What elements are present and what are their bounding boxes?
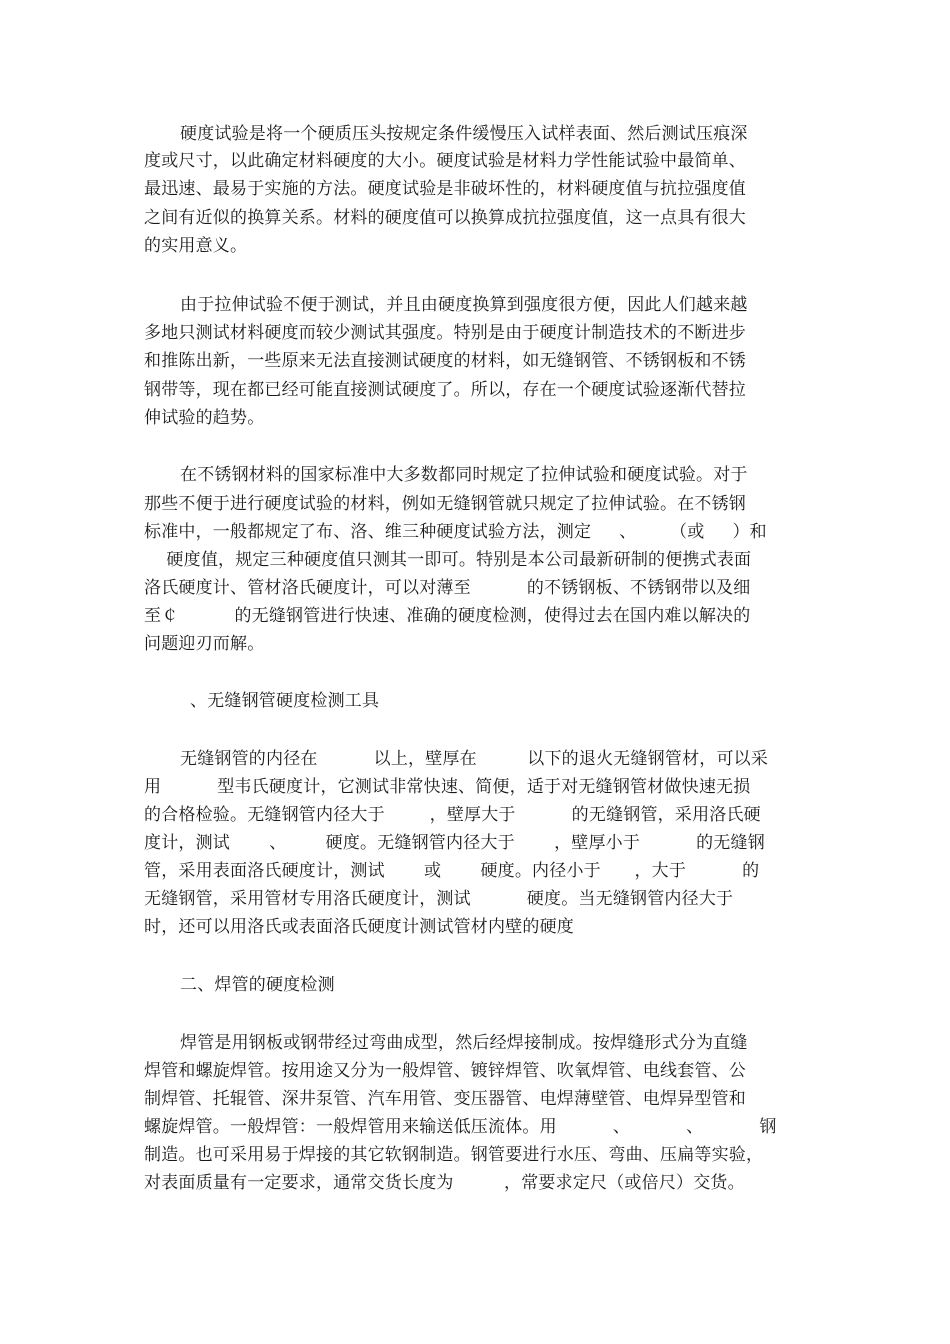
paragraph-4-line-1: 无缝钢管的内径在 以上，壁厚在 以下的退火无缝钢管材，可以采: [180, 749, 769, 769]
paragraph-4-line-5: 管，采用表面洛氏硬度计，测试 或 硬度。内径小于 ，大于 的: [144, 861, 760, 881]
paragraph-5-line-6: 对表面质量有一定要求，通常交货长度为 ，常要求定尺（或倍尺）交货。: [144, 1173, 745, 1193]
paragraph-5-line-2: 焊管和螺旋焊管。按用途又分为一般焊管、镀锌焊管、吹氧焊管、电线套管、公: [144, 1061, 746, 1081]
paragraph-4-line-7: 时，还可以用洛氏或表面洛氏硬度计测试管材内壁的硬度: [144, 917, 574, 937]
paragraph-3-line-5: 洛氏硬度计、管材洛氏硬度计，可以对薄至 的不锈钢板、不锈钢带以及细: [144, 578, 751, 598]
paragraph-2-line-3: 和推陈出新，一些原来无法直接测试硬度的材料，如无缝钢管、不锈钢板和不锈: [144, 351, 746, 371]
paragraph-5-line-4: 螺旋焊管。一般焊管：一般焊管用来输送低压流体。用 、 、 钢: [144, 1117, 777, 1137]
paragraph-1-line-3: 最迅速、最易于实施的方法。硬度试验是非破坏性的，材料硬度值与抗拉强度值: [144, 179, 746, 199]
section-heading-1: 、无缝钢管硬度检测工具: [190, 691, 380, 711]
paragraph-4-line-3: 的合格检验。无缝钢管内径大于 ，壁厚大于 的无缝钢管，采用洛氏硬: [144, 805, 761, 825]
paragraph-1-line-2: 度或尺寸，以此确定材料硬度的大小。硬度试验是材料力学性能试验中最简单、: [144, 151, 746, 171]
paragraph-2-line-1: 由于拉伸试验不便于测试，并且由硬度换算到强度很方便，因此人们越来越: [180, 295, 748, 315]
paragraph-4-line-4: 度计，测试 、 硬度。无缝钢管内径大于 ，壁厚小于 的无缝钢: [144, 833, 765, 853]
paragraph-4-line-2: 用 型韦氏硬度计，它测试非常快速、简便，适于对无缝钢管材做快速无损: [144, 777, 751, 797]
paragraph-5-line-3: 制焊管、托辊管、深井泵管、汽车用管、变压器管、电焊薄壁管、电焊异型管和: [144, 1089, 746, 1109]
paragraph-4-line-6: 无缝钢管，采用管材专用洛氏硬度计，测试 硬度。当无缝钢管内径大于: [144, 889, 734, 909]
paragraph-3-line-7: 问题迎刃而解。: [144, 634, 265, 654]
section-heading-2: 二、焊管的硬度检测: [180, 975, 335, 995]
paragraph-5-line-1: 焊管是用钢板或钢带经过弯曲成型，然后经焊接制成。按焊缝形式分为直缝: [180, 1033, 748, 1053]
paragraph-3-line-1: 在不锈钢材料的国家标准中大多数都同时规定了拉伸试验和硬度试验。对于: [180, 465, 748, 485]
paragraph-2-line-2: 多地只测试材料硬度而较少测试其强度。特别是由于硬度计制造技术的不断进步: [144, 323, 746, 343]
paragraph-1-line-4: 之间有近似的换算关系。材料的硬度值可以换算成抗拉强度值，这一点具有很大: [144, 208, 746, 228]
paragraph-2-line-4: 钢带等，现在都已经可能直接测试硬度了。所以，存在一个硬度试验逐渐代替拉: [144, 380, 746, 400]
paragraph-5-line-5: 制造。也可采用易于焊接的其它软钢制造。钢管要进行水压、弯曲、压扁等实验，: [144, 1145, 764, 1165]
paragraph-1-line-1: 硬度试验是将一个硬质压头按规定条件缓慢压入试样表面、然后测试压痕深: [180, 124, 748, 144]
paragraph-3-line-6: 至￠ 的无缝钢管进行快速、准确的硬度检测，使得过去在国内难以解决的: [144, 606, 751, 626]
paragraph-2-line-5: 伸试验的趋势。: [144, 408, 265, 428]
paragraph-1-line-5: 的实用意义。: [144, 236, 248, 256]
paragraph-3-line-4: 硬度值，规定三种硬度值只测其一即可。特别是本公司最新研制的便携式表面: [144, 550, 752, 570]
paragraph-3-line-3: 标准中，一般都规定了布、洛、维三种硬度试验方法，测定 、 （或 ）和: [144, 522, 767, 542]
paragraph-3-line-2: 那些不便于进行硬度试验的材料，例如无缝钢管就只规定了拉伸试验。在不锈钢: [144, 494, 746, 514]
